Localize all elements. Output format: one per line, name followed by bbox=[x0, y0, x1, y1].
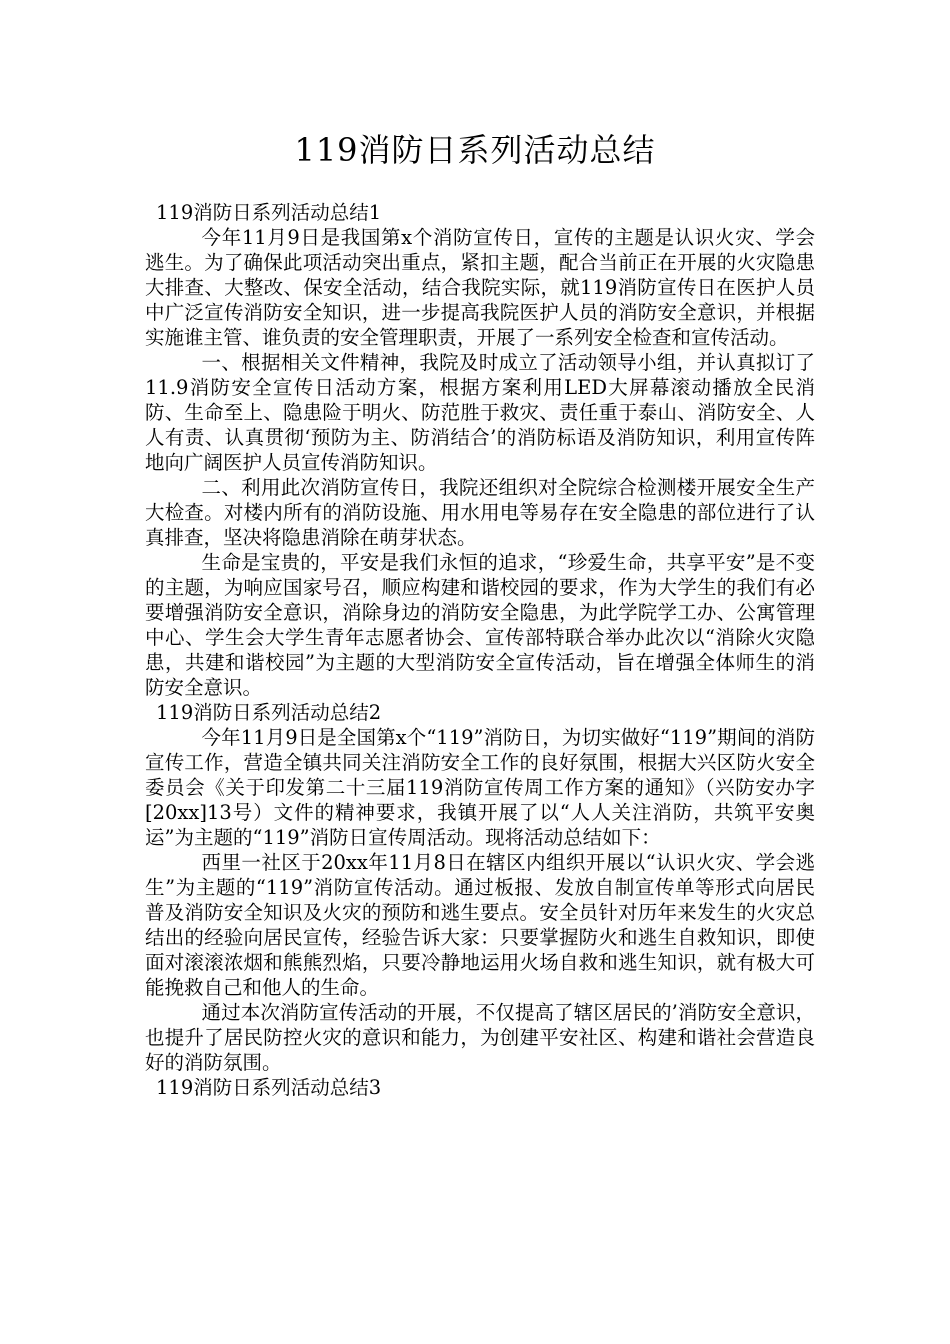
paragraph: 生命是宝贵的，平安是我们永恒的追求，“珍爱生命，共享平安”是不变的主题，为响应国家号召，顺应构建和谐校园的要求，作为大学生的我们有必要增强消防安全意识，消除身边的消防安全隐患，为此学院学工办、公寓管理中心、学生会大学生青年志愿者协会、宣传部特联合举办此次以“消除火灾隐患，共建和谐校园”为主题的大型消防安全宣传活动，旨在增强全体师生的消防安全意识。 bbox=[145, 551, 815, 699]
section-2 bbox=[145, 700, 815, 1075]
section-heading: 119消防日系列活动总结1 bbox=[156, 201, 382, 224]
paragraph: 今年11月9日是全国第x个“119”消防日，为切实做好“119”期间的消防宣传工作，营造全镇共同关注消防安全工作的良好氛围，根据大兴区防火安全委员会《关于印发第二十三届119消防宣传周工作方案的通知》（兴防安办字[20xx]13号）文件的精神要求，我镇开展了以“人人关注消防，共筑平安奥运”为主题的“119”消防日宣传周活动。现将活动总结如下： bbox=[145, 726, 815, 849]
paragraph: 今年11月9日是我国第x个消防宣传日，宣传的主题是认识火灾、学会逃生。为了确保此项活动突出重点，紧扣主题，配合当前正在开展的火灾隐患大排查、大整改、保安全活动，结合我院实际，就119消防宣传日在医护人员中广泛宣传消防安全知识，进一步提高我院医护人员的消防安全意识，并根据实施谁主管、谁负责的安全管理职责，开展了一系列安全检查和宣传活动。 bbox=[145, 226, 815, 349]
paragraph: 通过本次消防宣传活动的开展，不仅提高了辖区居民的’消防安全意识，也提升了居民防控火灾的意识和能力，为创建平安社区、构建和谐社会营造良好的消防氛围。 bbox=[145, 1001, 815, 1074]
document-title: 119消防日系列活动总结 bbox=[294, 131, 656, 169]
section-heading: 119消防日系列活动总结2 bbox=[156, 701, 382, 724]
paragraph: 一、根据相关文件精神，我院及时成立了活动领导小组，并认真拟订了11.9消防安全宣传日活动方案，根据方案利用LED大屏幕滚动播放全民消防、生命至上、隐患险于明火、防范胜于救灾、责任重于泰山、消防安全、人人有责、认真贯彻‘预防为主、防消结合’的消防标语及消防知识，利用宣传阵地向广阔医护人员宣传消防知识。 bbox=[145, 351, 815, 474]
paragraph: 二、利用此次消防宣传日，我院还组织对全院综合检测楼开展安全生产大检查。对楼内所有的消防设施、用水用电等易存在安全隐患的部位进行了认真排查，坚决将隐患消除在萌芽状态。 bbox=[145, 476, 815, 549]
section-heading: 119消防日系列活动总结3 bbox=[156, 1076, 382, 1099]
paragraph: 西里一社区于20xx年11月8日在辖区内组织开展以“认识火灾、学会逃生”为主题的“119”消防宣传活动。通过板报、发放自制宣传单等形式向居民普及消防安全知识及火灾的预防和逃生要点。安全员针对历年来发生的火灾总结出的经验向居民宣传，经验告诉大家：只要掌握防火和逃生自救知识，即使面对滚滚浓烟和熊熊烈焰，只要冷静地运用火场自救和逃生知识，就有极大可能挽救自己和他人的生命。 bbox=[145, 851, 815, 999]
section-1 bbox=[145, 200, 815, 700]
document-body bbox=[145, 200, 815, 1100]
section-3 bbox=[145, 1075, 815, 1100]
